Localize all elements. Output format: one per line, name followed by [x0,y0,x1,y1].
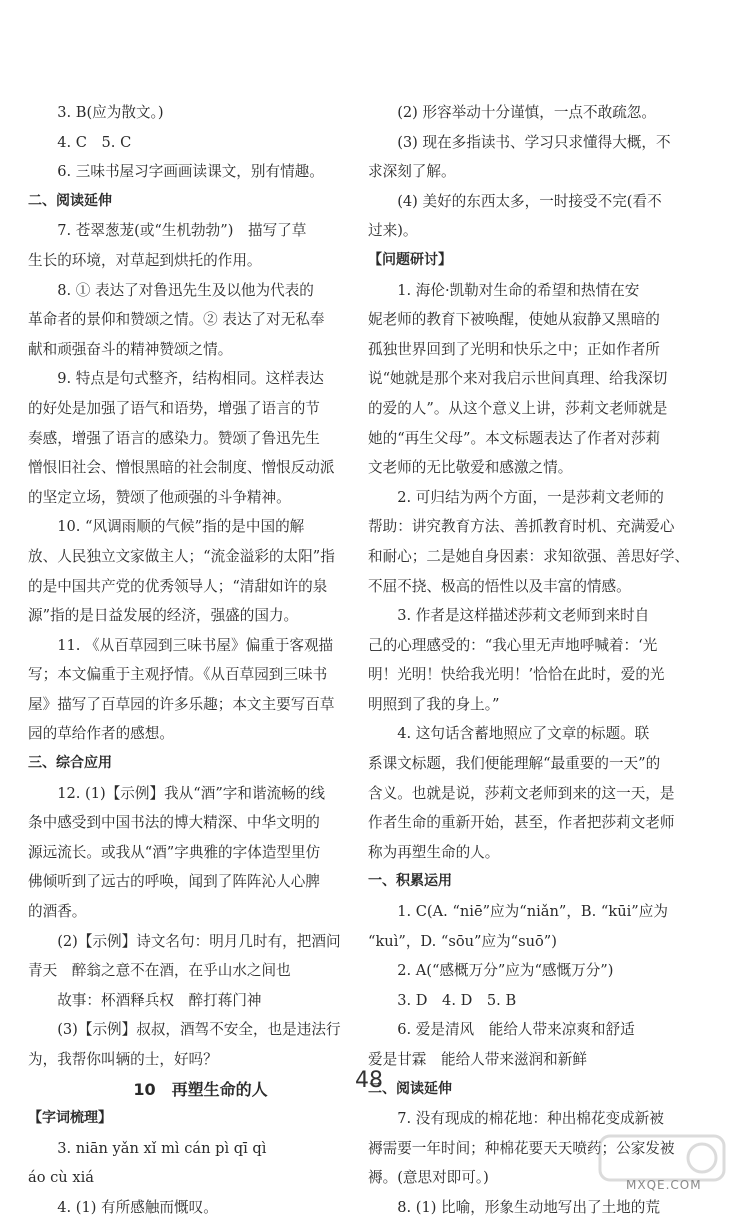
left-text-line: 3. B(应为散文。) [57,104,164,121]
right-text-line: 8. (1) 比喻，形象生动地写出了土地的荒 [397,1198,660,1216]
left-text-line: 园的草给作者的感想。 [28,725,174,743]
right-text-line: 孤独世界回到了光明和快乐之中；正如作者所 [368,340,660,358]
right-text-line: 4. 这句话含蓄地照应了文章的标题。联 [397,725,650,743]
right-text-line: 说“她就是那个来对我启示世间真理、给我深切 [368,370,668,388]
left-text-line: 11. 《从百草园到三味书屋》偏重于客观描 [57,636,334,654]
left-text-line: (3)【示例】叔叔，酒驾不安全，也是违法行 [57,1021,341,1039]
right-text-line: 褥需要一年时间；种棉花要天天喷药；公家发被 [368,1139,675,1157]
right-text-line: 妮老师的教育下被唤醒，使她从寂静又黑暗的 [368,311,660,329]
right-text-line: 1. C(A. “niē”应为“niǎn”，B. “kūi”应为 [397,903,668,921]
left-text-line: 献和顽强奋斗的精神赞颂之情。 [28,340,233,358]
left-text-line: 条中感受到中国书法的博大精深、中华文明的 [28,814,320,832]
left-text-line: 的是中国共产党的优秀领导人；“清甜如许的泉 [28,577,328,595]
left-text-line: 4. C 5. C [57,133,132,151]
left-text-line: 故事：杯酒释兵权 醉打蒋门神 [57,991,262,1009]
right-text-line: 6. 爱是清风 能给人带来凉爽和舒适 [397,1021,635,1039]
left-section-heading: 二、阅读延伸 [28,192,112,209]
left-lesson-title: 10 再塑生命的人 [133,1079,268,1099]
left-text-line: 源远流长。或我从“酒”字典雅的字体造型里仿 [28,843,321,861]
left-text-line: (2)【示例】诗文名句：明月几时有，把酒问 [57,932,341,950]
right-text-line: “kuì”，D. “sōu”应为“suō”) [368,932,557,950]
right-section-heading: 一、积累运用 [368,873,452,890]
right-text-line: 明！光明！快给我光明！’恰恰在此时，爱的光 [368,666,665,684]
right-text-line: 2. A(“感概万分”应为“感慨万分”) [397,962,614,980]
left-text-line: 8. ① 表达了对鲁迅先生及以他为代表的 [57,281,314,299]
right-text-line: 3. 作者是这样描述莎莉文老师到来时自 [397,607,650,625]
left-text-line: 源”指的是日益发展的经济，强盛的国力。 [28,607,299,625]
left-section-heading: 【字词梳理】 [28,1110,112,1127]
left-text-line: 放、人民独立文家做主人；“流金溢彩的太阳”指 [28,547,335,565]
right-text-line: 含义。也就是说，莎莉文老师到来的这一天，是 [368,784,675,802]
left-text-line: 6. 三味书屋习字画画读课文，别有情趣。 [57,163,324,181]
left-text-line: 3. niān yǎn xǐ mì cán pì qī qì [57,1139,267,1157]
left-text-line: 的酒香。 [28,903,87,921]
right-text-line: 求深刻了解。 [368,163,456,181]
right-text-line: (3) 现在多指读书、学习只求懂得大概，不 [397,133,671,151]
left-text-line: 的坚定立场，赞颂了他顽强的斗争精神。 [28,488,291,506]
right-text-line: (2) 形容举动十分谨慎，一点不敢疏忽。 [397,104,656,121]
right-column [368,98,708,1223]
right-text-line: 褥。(意思对即可。) [368,1169,489,1187]
right-text-line: 她的“再生父母”。本文标题表达了作者对莎莉 [368,429,661,447]
left-text-line: 写；本文偏重于主观抒情。《从百草园到三味书 [28,666,328,684]
right-text-line: 己的心理感受的：“我心里无声地呼喊着：‘光 [368,636,658,654]
left-text-line: 革命者的景仰和赞颂之情。② 表达了对无私奉 [28,311,325,329]
left-text-line: 为，我帮你叫辆的士，好吗？ [28,1051,218,1068]
left-text-line: 憎恨旧社会、憎恨黑暗的社会制度、憎恨反动派 [28,459,335,477]
left-text-line: 生长的环境，对草起到烘托的作用。 [28,251,262,269]
right-text-line: 文老师的无比敬爱和感激之情。 [368,459,573,477]
left-text-line: 佛倾听到了远古的呼唤，闻到了阵阵沁人心脾 [28,873,320,891]
left-text-line: áo cù xiá [28,1169,94,1187]
right-text-line: 爱是甘霖 能给人带来滋润和新鲜 [368,1051,587,1068]
right-text-line: 帮助：讲究教育方法、善抓教育时机、充满爱心 [368,518,675,536]
right-section-heading: 二、阅读延伸 [368,1080,452,1097]
right-text-line: 明照到了我的身上。” [368,695,500,713]
left-text-line: 7. 苍翠葱茏(或“生机勃勃”) 描写了草 [57,222,307,240]
right-text-line: 系课文标题，我们便能理解“最重要的一天”的 [368,755,661,773]
right-text-line: 1. 海伦·凯勒对生命的希望和热情在安 [397,281,640,299]
left-text-line: 奏感，增强了语言的感染力。赞颂了鲁迅先生 [28,429,320,447]
right-text-line: 过来)。 [368,222,418,240]
right-text-line: 不屈不挠、极高的悟性以及丰富的情感。 [368,577,631,595]
left-section-heading: 三、综合应用 [28,755,112,772]
right-text-line: 称为再塑生命的人。 [368,843,500,861]
left-text-line: 9. 特点是句式整齐，结构相同。这样表达 [57,370,324,388]
right-section-heading: 【问题研讨】 [368,251,452,268]
left-text-line: 的好处是加强了语气和语势，增强了语言的节 [28,399,320,417]
left-text-line: 12. (1)【示例】我从“酒”字和谐流畅的线 [57,784,325,802]
watermark-site: MXQE.COM [626,1178,702,1192]
left-text-line: 青天 醉翁之意不在酒，在乎山水之间也 [28,962,291,980]
left-text-line: 4. (1) 有所感触而慨叹。 [57,1198,218,1216]
right-text-line: (4) 美好的东西太多，一时接受不完(看不 [397,192,662,210]
left-column [28,98,373,1223]
left-text-line: 10. “风调雨顺的气候”指的是中国的解 [57,518,305,536]
page-number: 48 [355,1068,383,1093]
right-text-line: 的爱的人”。从这个意义上讲，莎莉文老师就是 [368,399,668,417]
right-text-line: 和耐心；二是她自身因素：求知欲强、善思好学、 [368,547,690,565]
right-text-line: 作者生命的重新开始，甚至，作者把莎莉文老师 [368,814,675,832]
right-text-line: 3. D 4. D 5. B [397,991,517,1009]
right-text-line: 7. 没有现成的棉花地：种出棉花变成新被 [397,1110,664,1128]
right-text-line: 2. 可归结为两个方面，一是莎莉文老师的 [397,488,664,506]
left-text-line: 屋》描写了百草园的许多乐趣；本文主要写百草 [28,695,335,713]
